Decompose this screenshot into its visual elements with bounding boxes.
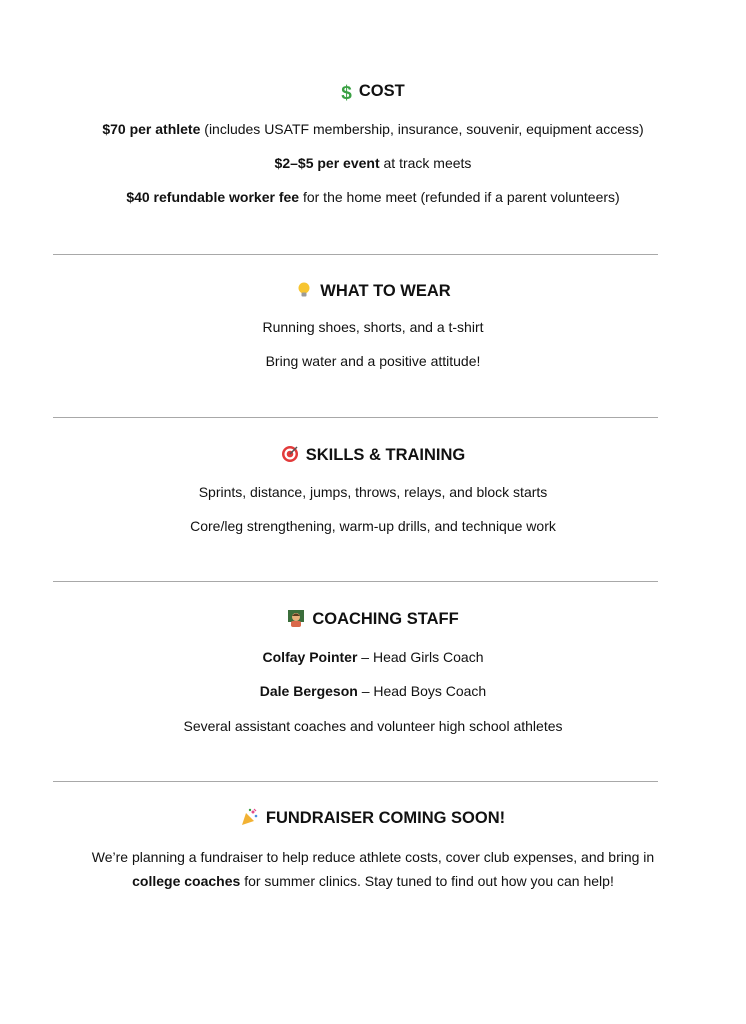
coaching-title: COACHING STAFF <box>312 610 459 628</box>
wear-line: Running shoes, shorts, and a t-shirt <box>262 319 484 335</box>
coaching-heading <box>0 608 746 630</box>
wear-line: Bring water and a positive attitude! <box>265 353 481 369</box>
cost-title: COST <box>358 82 405 100</box>
coach-line <box>0 648 746 666</box>
fundraiser-line-2 <box>0 872 746 890</box>
fundraiser-title: FUNDRAISER COMING SOON! <box>265 809 506 827</box>
skills-line: Sprints, distance, jumps, throws, relays, and block starts <box>198 484 548 500</box>
wear-heading <box>0 280 746 302</box>
cost-detail: at track meets <box>379 155 472 171</box>
fundraiser-text: for summer clinics. Stay tuned to find out how you can help! <box>240 873 614 889</box>
coach-role: – Head Boys Coach <box>357 683 487 699</box>
fundraiser-heading <box>0 807 746 829</box>
lightbulb-icon <box>295 281 313 299</box>
cost-line-2 <box>0 154 746 172</box>
cost-line-3 <box>0 188 746 206</box>
skills-heading <box>0 444 746 466</box>
divider <box>53 417 658 418</box>
fundraiser-highlight: college coaches <box>132 873 241 889</box>
cost-amount: $40 refundable worker fee <box>126 189 300 205</box>
divider <box>53 781 658 782</box>
coach-name: Colfay Pointer <box>262 649 358 665</box>
divider <box>53 254 658 255</box>
coaching-note: Several assistant coaches and volunteer high school athletes <box>183 718 563 734</box>
skills-title: SKILLS & TRAINING <box>305 446 466 464</box>
skills-line: Core/leg strengthening, warm-up drills, and technique work <box>190 518 556 534</box>
party-popper-icon <box>241 808 259 826</box>
teacher-icon <box>287 609 305 627</box>
cost-detail: for the home meet (refunded if a parent volunteers) <box>299 189 620 205</box>
fundraiser-line-1: We’re planning a fundraiser to help reduce athlete costs, cover club expenses, and bring in <box>91 849 655 865</box>
coach-name: Dale Bergeson <box>259 683 358 699</box>
coach-role: – Head Girls Coach <box>357 649 484 665</box>
cost-amount: $2–$5 per event <box>274 155 380 171</box>
cost-line-1 <box>0 120 746 138</box>
coach-line <box>0 682 746 700</box>
wear-title: WHAT TO WEAR <box>320 282 451 300</box>
target-icon <box>281 445 299 463</box>
cost-detail: (includes USATF membership, insurance, souvenir, equipment access) <box>200 121 644 137</box>
cost-heading <box>0 80 746 102</box>
dollar-icon: $ <box>341 83 352 104</box>
cost-amount: $70 per athlete <box>102 121 201 137</box>
divider <box>53 581 658 582</box>
